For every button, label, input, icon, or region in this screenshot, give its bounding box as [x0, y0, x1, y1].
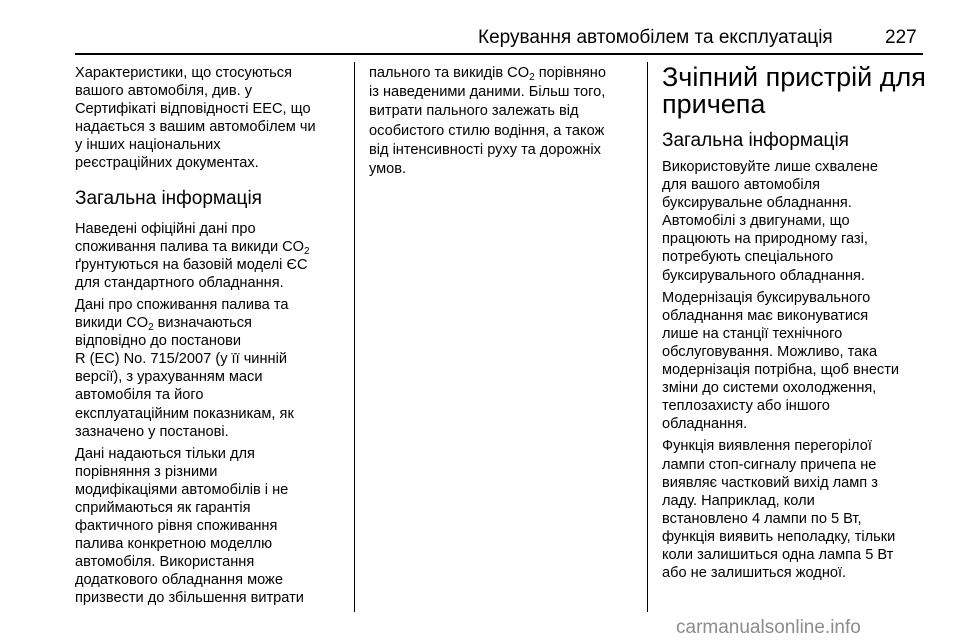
column-1	[75, 64, 345, 608]
watermark: carmanualsonline.info	[676, 617, 861, 638]
subscript: 2	[529, 72, 535, 83]
comparison-paragraph: Дані надаються тільки для порівняння з різними модифікаціями автомобілів і не сприймаються як гарантія фактичного рівня споживання палива конкретною моделлю автомобіля. Використання додаткового обладнання може призвести до збільшення витрати	[75, 445, 304, 607]
running-header-title: Керування автомобілем та експлуатація	[478, 27, 833, 48]
section-heading-general-info: Загальна інформація	[75, 187, 262, 209]
modernization-paragraph: Модернізація буксирувального обладнання має виконуватися лише на станції технічного обслуговування. Можливо, така модернізація потрібна, щоб внести зміни до системи охолодження, теплозахисту або іншого обладнання.	[662, 289, 900, 433]
column-2	[369, 64, 637, 179]
section-title-towing-device: Зчіпний пристрій для причепа	[662, 62, 926, 119]
intro-paragraph: Характеристики, що стосуються вашого автомобіля, див. у Сертифікаті відповідності ЕЕС, що надається з вашим автомобілем чи у інших національних реєстраційних документах.	[75, 65, 316, 172]
approved-equipment-paragraph: Використовуйте лише схвалене для вашого автомобіля буксирувальне обладнання. Автомобілі з двигунами, що працюють на природному газі, потребують спеціального буксирувального обладнання.	[662, 159, 878, 284]
column-3	[662, 64, 927, 582]
regulation-paragraph	[75, 296, 345, 441]
paragraph-text: Дані про споживання палива та викиди CO	[75, 296, 289, 332]
page-number: 227	[885, 27, 917, 48]
official-data-paragraph	[75, 220, 345, 292]
paragraph-text: Наведені офіційні дані про споживання палива та викиди CO	[75, 220, 305, 255]
column-divider-2	[647, 62, 648, 612]
paragraph-text: визначаються відповідно до постанови R (EC) No. 715/2007 (у її чинній версії), з урахуванням маси автомобіля та його експлуатаційним показникам, як зазначено у постанові.	[75, 315, 294, 440]
lamp-detection-paragraph: Функція виявлення перегорілої лампи стоп-сигналу причепа не виявляє частковий вихід ламп з ладу. Наприклад, коли встановлено 4 лампи по 5 Вт, функція виявить неполадку, тільки коли залишиться одна лампа 5 Вт або не залишиться жодної.	[662, 438, 896, 582]
paragraph-text: ґрунтуються на базовій моделі ЄС для стандартного обладнання.	[75, 256, 308, 291]
paragraph-text: порівняно із наведеними даними. Більш того, витрати пального залежать від особистого стилю водіння, а також від інтенсивності руху та дорожніх умов.	[369, 65, 606, 178]
column-divider-1	[354, 62, 355, 612]
paragraph-text: пального та викидів CO	[369, 65, 530, 81]
subscript: 2	[304, 245, 310, 257]
continued-paragraph	[369, 64, 637, 179]
subsection-heading-general-info: Загальна інформація	[662, 130, 849, 151]
header-rule	[75, 53, 923, 55]
subscript: 2	[148, 322, 154, 334]
